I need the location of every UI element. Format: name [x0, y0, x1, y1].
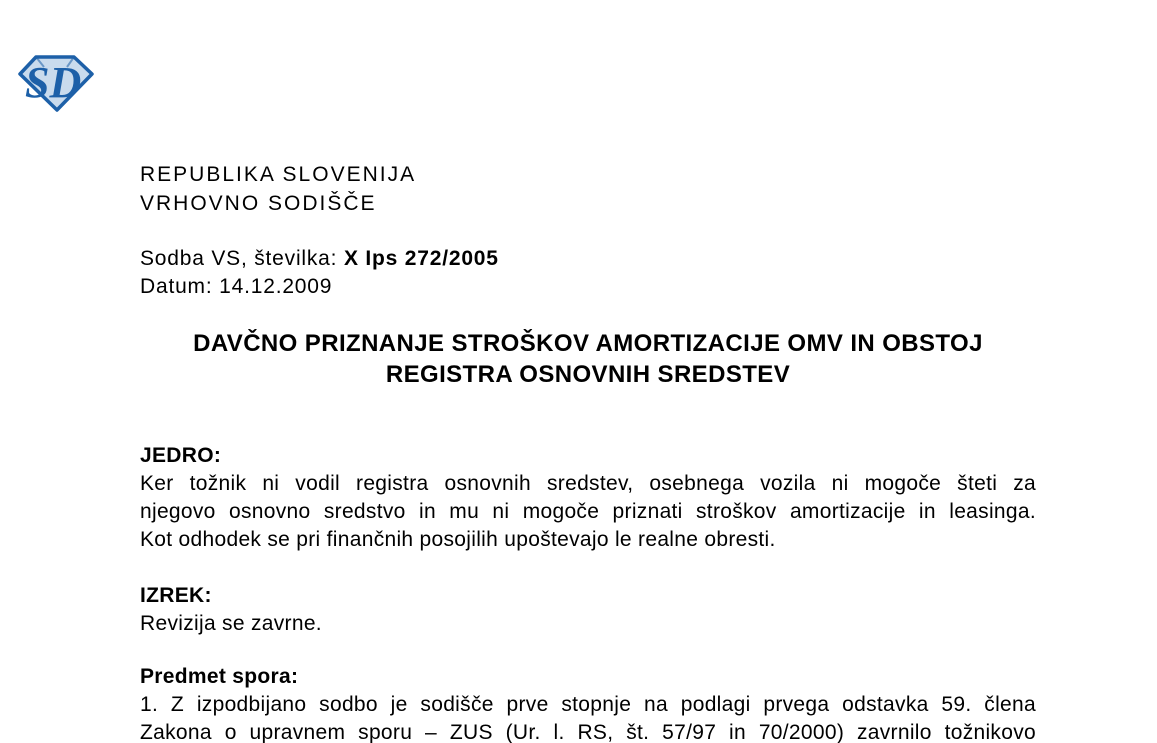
predmet-spora-text-line: 1. Z izpodbijano sodbo je sodišče prve stopnje na podlagi prvega odstavka 59. člena [140, 693, 1036, 716]
document-title-line1: DAVČNO PRIZNANJE STROŠKOV AMORTIZACIJE OMV IN OBSTOJ [193, 330, 983, 357]
court-logo-icon [15, 53, 97, 113]
document-title-line2: REGISTRA OSNOVNIH SREDSTEV [385, 361, 791, 388]
jedro-text-line: Kot odhodek se pri finančnih posojilih upoštevajo le realne obresti. [140, 528, 776, 551]
predmet-spora-heading: Predmet spora: [140, 665, 299, 688]
letterhead [140, 160, 1036, 218]
letterhead-country: REPUBLIKA SLOVENIJA [140, 163, 417, 186]
jedro-heading: JEDRO: [140, 444, 222, 467]
decision-label: Sodba VS, številka: [140, 247, 338, 270]
jedro-text-line: njegovo osnovno sredstvo in mu ni mogoče priznati stroškov amortizacije in leasinga. [140, 500, 1036, 523]
date-value: 14.12.2009 [219, 275, 333, 298]
section-izrek [140, 582, 1036, 638]
gem-icon [15, 53, 97, 113]
logo-letters: SD [25, 58, 82, 107]
izrek-heading: IZREK: [140, 584, 212, 607]
section-predmet-spora [140, 663, 1036, 743]
letterhead-court: VRHOVNO SODIŠČE [140, 192, 377, 215]
date-label: Datum: [140, 275, 213, 298]
izrek-text: Revizija se zavrne. [140, 612, 322, 635]
predmet-spora-text-line: Zakona o upravnem sporu – ZUS (Ur. l. RS, št. 57/97 in 70/2000) zavrnilo tožnikovo [140, 721, 1036, 743]
date-line [140, 273, 1036, 301]
document-title [140, 328, 1036, 390]
jedro-text-line: Ker tožnik ni vodil registra osnovnih sredstev, osebnega vozila ni mogoče šteti za [140, 472, 1036, 495]
section-jedro [140, 442, 1036, 554]
case-number: X Ips 272/2005 [343, 247, 499, 270]
case-number-line [140, 245, 1036, 273]
case-info [140, 245, 1036, 301]
